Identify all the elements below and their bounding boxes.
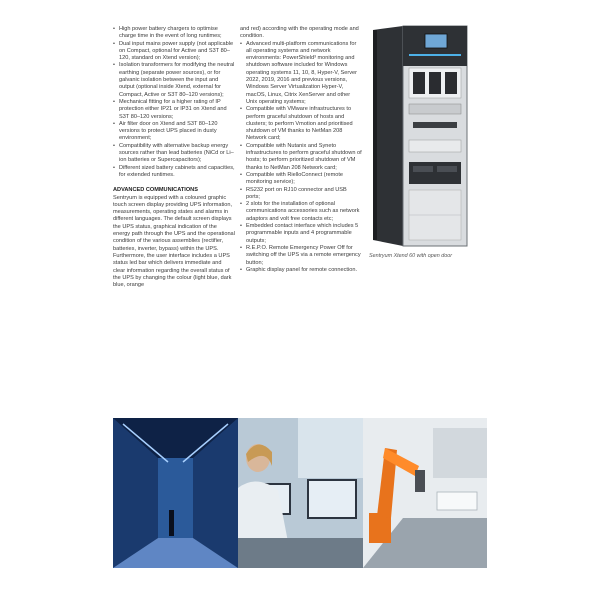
lab-window: [298, 418, 363, 478]
breaker-right: [445, 72, 457, 94]
list-item: • 2 slots for the installation of optional communications accessories such as network adaptors and volt free contacts etc;: [240, 201, 362, 223]
photo-strip: [113, 418, 487, 568]
data-center-photo: [113, 418, 238, 568]
robot-gripper: [415, 470, 425, 492]
list-item: • Compatible with VMware infrastructures to perform graceful shutdown of hosts and clusters; to perform Vmotion and prioritised shutdown of VM thanks to NetMan 208 Network card;: [240, 106, 362, 142]
list-item: • Advanced multi-platform communications for all operating systems and network environments: PowerShield³ monitoring and shutdown software included for Windows operating systems 11, 10, 8, Hyper-V, Server 2022, 2019, 2016 and previous versions, Windows Server Virtualization Hyper-V, macOS, Linux, Citrix XenServer and other Unix operating systems;: [240, 41, 362, 107]
list-item: • Dual input mains power supply (not applicable on Compact, optional for Active and S3T 80–120, standard on Xtend version);: [113, 41, 235, 63]
breaker-left: [413, 72, 425, 94]
list-item: • Compatibility with alternative backup energy sources rather than lead batteries (NiCd or Li–ion batteries or Supercapacitors);: [113, 143, 235, 165]
door-edge: [373, 30, 377, 240]
feature-list-2: [240, 41, 362, 275]
status-led-bar: [409, 54, 461, 56]
list-item: • RS232 port on RJ10 connector and USB ports;: [240, 187, 362, 202]
terminal-strip: [413, 122, 457, 128]
robotic-arm-photo: [363, 418, 487, 568]
desk: [238, 538, 363, 568]
cabinet-door: [373, 26, 403, 246]
paragraph: Sentryum is equipped with a coloured graphic touch screen display providing UPS information, measurements, operating states and alarms in different languages. The default screen displays the UPS status, graphical indication of the energy path through the UPS and the operational condition of the various assemblies (rectifier, batteries, inverter, bypass) within the UPS.: [113, 194, 235, 252]
list-item: • Mechanical fitting for a higher rating of IP protection either IP21 or IP31 on Xtend and S3T 80–120 versions;: [113, 99, 235, 121]
laboratory-scientist-photo: [238, 418, 363, 568]
test-tube-rack: [437, 492, 477, 510]
paragraph: Furthermore, the user interface includes a UPS status led bar which delivers immediate and clear information regarding the overall status of the UPS by changing the colour (light blue, dark blue, orange: [113, 252, 232, 289]
list-item: • High power battery chargers to optimise charge time in the event of long runtimes;: [113, 26, 235, 41]
list-item: • R.E.P.O. Remote Emergency Power Off for switching off the UPS via a remote emergency button;: [240, 245, 362, 267]
figure-caption: Sentryum Xtend 60 with open door: [369, 253, 453, 259]
switch-row: [409, 140, 461, 152]
section-heading: ADVANCED COMMUNICATIONS: [113, 187, 198, 194]
paragraph: and red) according with the operating mode and condition.: [240, 26, 359, 40]
list-item: • Embedded contact interface which includes 5 programmable inputs and 4 programmable outputs;: [240, 223, 362, 245]
feature-list-1: [113, 26, 235, 179]
list-item: • Graphic display panel for remote connection.: [240, 267, 362, 274]
shelf: [433, 428, 487, 478]
ups-cabinet-icon: [369, 22, 469, 250]
touch-display: [425, 34, 447, 48]
list-item: • Isolation transformers for modifying the neutral earthing (separate power sources), or for galvanic isolation between the input and output (optional inside Xtend, external for Compact, Active or S3T 80–120 versions);: [113, 62, 235, 98]
list-item: • Different sized battery cabinets and capacities, for extended runtimes.: [113, 165, 235, 180]
breaker-mid: [429, 72, 441, 94]
technician-figure: [169, 510, 174, 536]
list-item: • Compatible with Nutanix and Syneto infrastructures to perform graceful shutdown of hosts; to perform prioritized shutdown of VM thanks to NetMan 208 Network card;: [240, 143, 362, 172]
text-column-left: [113, 26, 235, 289]
text-column-middle: [240, 26, 362, 274]
fuse-row: [409, 104, 461, 114]
comms-panel: [409, 162, 461, 184]
list-item: • Compatible with RielloConnect (remote monitoring service);: [240, 172, 362, 187]
comms-slot: [413, 166, 433, 172]
comms-slot: [437, 166, 457, 172]
corridor-light: [158, 458, 193, 538]
list-item: • Air filter door on Xtend and S3T 80–120 versions to protect UPS placed in dusty environment;: [113, 121, 235, 143]
monitor-screen: [308, 480, 356, 518]
